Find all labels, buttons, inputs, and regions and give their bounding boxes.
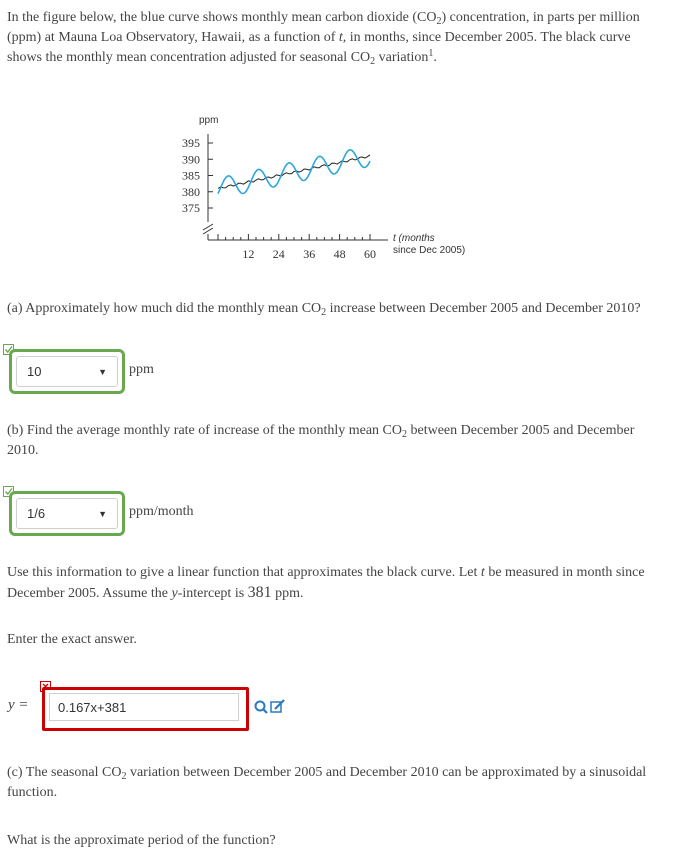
intro-paragraph: In the figure below, the blue curve shows monthly mean carbon dioxide $(CO_2)$ concentration, in parts per million (ppm) at Mauna Loa Observatory, Hawaii, as a function of t, in months, since December 2005. The black curve shows the monthly mean concentration adjusted for seasonal $CO_2$ variation$^1$. <box>7 10 640 67</box>
preview-search-icon[interactable] <box>256 702 268 714</box>
y-tick-label: 380 <box>182 184 200 199</box>
x-tick-label: 12 <box>242 247 255 261</box>
part-a-selected-value: 10 <box>27 364 42 379</box>
y-equals-label: y = <box>8 697 29 713</box>
y-tick-label: 390 <box>182 152 200 167</box>
period-question: What is the approximate period of the function? <box>7 833 276 848</box>
x-tick-label: 48 <box>333 247 346 261</box>
part-a-answer-frame <box>9 349 125 394</box>
x-axis-label-line1: t (months <box>393 233 435 244</box>
y-tick-label: 395 <box>182 136 200 150</box>
dropdown-arrow-icon: ▼ <box>98 508 107 519</box>
answer-tools <box>253 698 287 716</box>
part-b-selected-value: 1/6 <box>27 506 46 521</box>
part-b-unit: ppm/month <box>129 504 194 519</box>
exact-answer-note: Enter the exact answer. <box>7 632 137 647</box>
y-axis-label: ppm <box>199 115 219 126</box>
y-tick-label: 385 <box>182 168 200 183</box>
part-a-unit: ppm <box>129 362 154 377</box>
dropdown-arrow-icon: ▼ <box>98 366 107 377</box>
linear-answer-frame <box>42 687 249 731</box>
axis-break <box>203 224 213 234</box>
linear-function-input[interactable]: 0.167x+381 <box>49 693 239 721</box>
x-tick-label: 36 <box>303 247 316 261</box>
adjusted-co2-line <box>218 155 370 189</box>
part-a-select[interactable] <box>16 356 118 387</box>
x-axis-label-line2: since Dec 2005) <box>393 245 466 256</box>
co2-chart <box>0 0 685 300</box>
linear-function-instructions: Use this information to give a linear function that approximates the black curve. Let t be measured in month since December 2005. Assume the y-intercept is 381 ppm. <box>7 565 645 601</box>
part-c-question: (c) The seasonal $CO_2$ variation between December 2005 and December 2010 can be approximated by a sinusoidal function. <box>7 765 647 800</box>
x-tick-label: 24 <box>272 247 285 261</box>
part-b-question: (b) Find the average monthly rate of increase of the monthly mean $CO_2$ between December 2005 and December 2010. <box>7 423 635 458</box>
part-a-question: (a) Approximately how much did the monthly mean $CO_2$ increase between December 2005 and December 2010? <box>7 301 641 318</box>
part-b-answer-frame <box>9 491 125 536</box>
part-b-select[interactable] <box>16 498 118 529</box>
x-tick-label: 60 <box>364 247 376 261</box>
y-tick-label: 375 <box>182 201 200 215</box>
edit-pencil-icon[interactable] <box>271 700 284 712</box>
